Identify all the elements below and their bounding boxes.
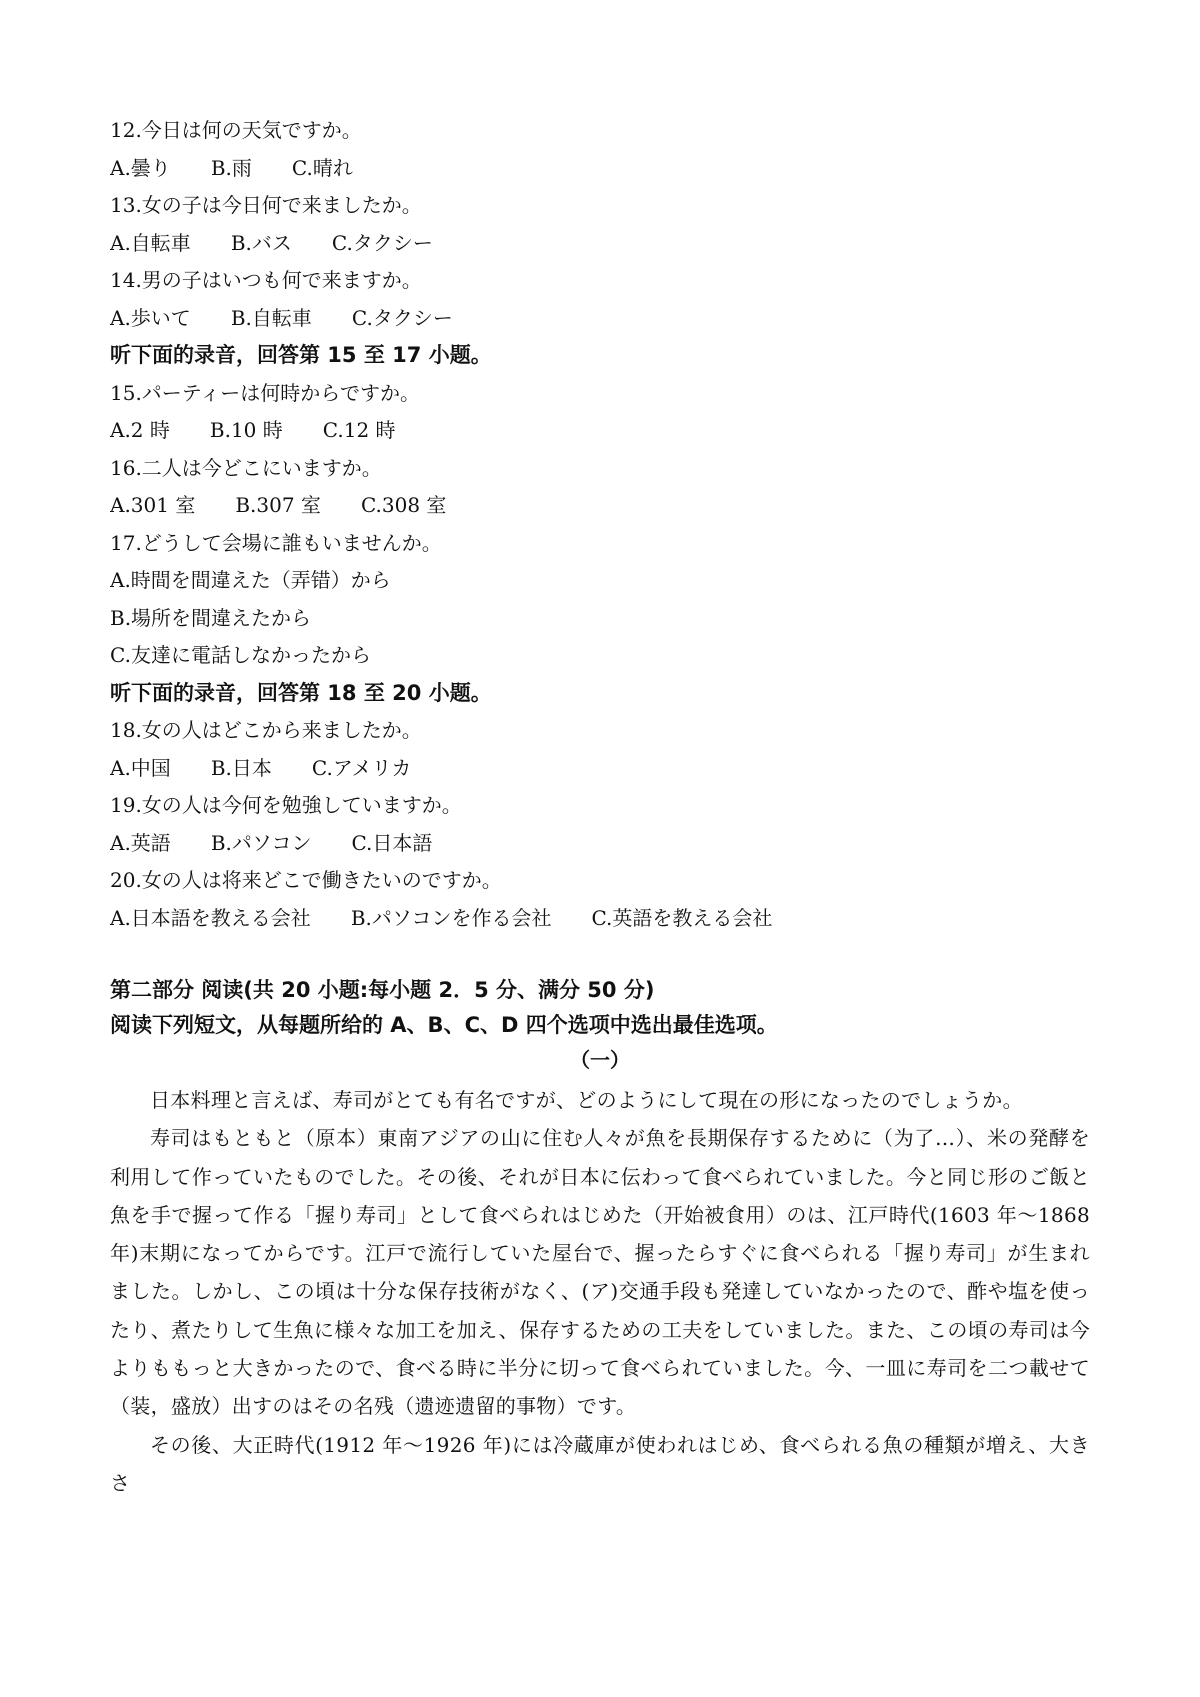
options-20 <box>110 900 1090 938</box>
listening-block-c <box>110 712 1090 937</box>
option: A.301 室 <box>110 493 196 517</box>
part2-title: 第二部分 阅读(共 20 小题:每小题 2．5 分、满分 50 分) <box>110 978 655 1002</box>
listening-block-a <box>110 112 1090 337</box>
question-14: 14.男の子はいつも何で来ますか。 <box>110 268 422 292</box>
option: A.曇り <box>110 155 171 180</box>
question-13: 13.女の子は今日何で来ましたか。 <box>110 193 422 217</box>
option: A.歩いて <box>110 305 191 330</box>
option: C.晴れ <box>291 155 353 180</box>
listening-heading-18-20: 听下面的录音，回答第 18 至 20 小题。 <box>110 680 492 705</box>
reading-passage <box>110 1081 1090 1502</box>
option: A.日本語を教える会社 <box>110 905 311 930</box>
option: C.タクシー <box>331 230 433 255</box>
passage-paragraph: その後、大正時代(1912 年～1926 年)には冷蔵庫が使われはじめ、食べられる魚の種類が増え、大きさ <box>110 1432 1090 1495</box>
option: B.10 時 <box>209 418 283 442</box>
question-20: 20.女の人は将来どこで働きたいのですか。 <box>110 868 502 892</box>
question-17: 17.どうして会場に誰もいませんか。 <box>110 530 442 555</box>
passage-number: （一） <box>570 1048 630 1072</box>
options-16 <box>110 487 1090 525</box>
option-17-a: A.時間を間違えた（弄错）から <box>110 568 391 592</box>
option: A.英語 <box>110 830 171 855</box>
question-16: 16.二人は今どこにいますか。 <box>110 455 382 480</box>
options-12 <box>110 150 1090 188</box>
question-12: 12.今日は何の天気ですか。 <box>110 118 362 142</box>
option: B.パソコンを作る会社 <box>350 905 552 930</box>
options-14 <box>110 300 1090 338</box>
option: C.アメリカ <box>311 755 412 780</box>
option: C.日本語 <box>351 830 433 855</box>
option: B.自転車 <box>230 305 312 330</box>
options-19 <box>110 825 1090 863</box>
option: C.タクシー <box>351 305 453 330</box>
question-18: 18.女の人はどこから来ましたか。 <box>110 718 422 742</box>
listening-block-b <box>110 375 1090 675</box>
passage-paragraph: 日本料理と言えば、寿司がとても有名ですが、どのようにして現在の形になったのでしょうか。 <box>150 1088 1023 1112</box>
option: B.バス <box>230 230 292 255</box>
listening-heading-15-17: 听下面的录音，回答第 15 至 17 小题。 <box>110 343 492 367</box>
question-15: 15.パーティーは何時からですか。 <box>110 380 421 405</box>
options-13 <box>110 225 1090 263</box>
options-15 <box>110 412 1090 450</box>
option-17-b: B.場所を間違えたから <box>110 605 312 630</box>
passage-paragraph: 寿司はもともと（原本）東南アジアの山に住む人々が魚を長期保存するために（为了…）、米の発酵を利用して作っていたものでした。その後、それが日本に伝わって食べられていました。今と同じ形のご飯と魚を手で握って作る「握り寿司」として食べられはじめた（开始被食用）のは、江戸時代(1603 年～1868 年)末期になってからです。江戸で流行していた屋台で、握ったらすぐに食べられる「握り寿司」が生まれました。しかし、この頃は十分な保存技術がなく、(ア)交通手段も発達していなかったので、酢や塩を使ったり、煮たりして生魚に様々な加工を加え、保存するための工夫をしていました。また、この頃の寿司は今よりももっと大きかったので、食べる時に半分に切って食べられていました。今、一皿に寿司を二つ載せて（装，盛放）出すのはその名残（遗迹遗留的事物）です。 <box>110 1126 1090 1419</box>
options-18 <box>110 750 1090 788</box>
option: C.308 室 <box>360 493 447 517</box>
option: C.英語を教える会社 <box>591 905 773 930</box>
question-19: 19.女の人は今何を勉強していますか。 <box>110 793 462 817</box>
option: B.307 室 <box>235 493 321 517</box>
section-gap <box>110 937 1090 973</box>
option: A.自転車 <box>110 230 191 255</box>
option: B.雨 <box>210 155 252 180</box>
part2-instruction: 阅读下列短文，从每题所给的 A、B、C、D 四个选项中选出最佳选项。 <box>110 1013 778 1037</box>
option-17-c: C.友達に電話しなかったから <box>110 643 371 667</box>
option: A.中国 <box>110 755 171 780</box>
option: C.12 時 <box>322 418 396 442</box>
option: B.パソコン <box>210 830 312 855</box>
option: B.日本 <box>210 755 272 780</box>
option: A.2 時 <box>110 418 170 442</box>
